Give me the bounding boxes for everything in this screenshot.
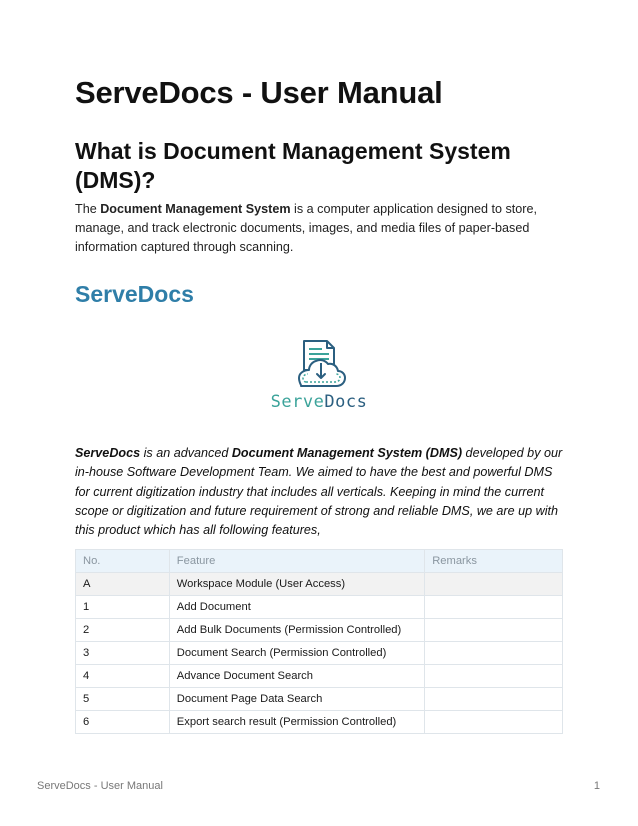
brand-heading: ServeDocs (75, 281, 194, 307)
cell-feature: Advance Document Search (169, 665, 424, 688)
cell-no: 5 (76, 688, 170, 711)
cell-no: 3 (76, 642, 170, 665)
cell-feature: Document Page Data Search (169, 688, 424, 711)
desc-product-name: ServeDocs (75, 446, 141, 460)
cell-remarks (425, 688, 563, 711)
cell-remarks (425, 642, 563, 665)
cell-remarks (425, 711, 563, 734)
table-row (76, 573, 563, 596)
cell-no: A (76, 573, 170, 596)
cell-remarks (425, 573, 563, 596)
cell-remarks (425, 596, 563, 619)
cell-feature: Add Bulk Documents (Permission Controlled) (169, 619, 424, 642)
header-remarks: Remarks (425, 550, 563, 573)
table-row (76, 619, 563, 642)
table-row (76, 596, 563, 619)
intro-rest: is a computer application designed to store, manage, and track electronic documents, images, and media files of paper-based information captured through scanning. (75, 202, 537, 254)
page-number: 1 (593, 780, 600, 792)
cell-remarks (425, 619, 563, 642)
desc-text-2: developed by our in-house Software Development Team. We aimed to have the best and powerful DMS for current digitization industry that includes all verticals. Keeping in mind the current scope or digitization and future requirement of strong and reliable DMS, we are up with this product which has all following features, (75, 446, 563, 538)
cell-remarks (425, 665, 563, 688)
intro-prefix: The (75, 202, 101, 216)
header-feature: Feature (169, 550, 424, 573)
document-cloud-download-icon (289, 338, 349, 390)
section-heading-dms: What is Document Management System (DMS)? (75, 138, 511, 193)
table-row (76, 688, 563, 711)
features-table (75, 549, 563, 734)
cell-no: 6 (76, 711, 170, 734)
table-row (76, 711, 563, 734)
logo-word-docs: Docs (324, 392, 368, 412)
table-header-row (76, 550, 563, 573)
page-title: ServeDocs - User Manual (75, 75, 443, 110)
cell-feature: Document Search (Permission Controlled) (169, 642, 424, 665)
table-row (76, 642, 563, 665)
cell-feature: Add Document (169, 596, 424, 619)
cell-feature: Export search result (Permission Controlled) (169, 711, 424, 734)
desc-text-1: is an advanced (140, 446, 232, 460)
desc-dms-term: Document Management System (DMS) (231, 446, 463, 460)
table-row (76, 665, 563, 688)
footer-title: ServeDocs - User Manual (37, 780, 163, 792)
logo-wordmark (262, 392, 376, 412)
cell-no: 4 (76, 665, 170, 688)
header-no: No. (76, 550, 170, 573)
cell-no: 2 (76, 619, 170, 642)
logo-word-serve: Serve (270, 392, 325, 412)
servedocs-logo (262, 338, 376, 420)
cell-feature: Workspace Module (User Access) (169, 573, 424, 596)
cell-no: 1 (76, 596, 170, 619)
product-description (75, 444, 565, 540)
intro-bold-term: Document Management System (100, 202, 291, 216)
intro-paragraph (75, 200, 565, 257)
